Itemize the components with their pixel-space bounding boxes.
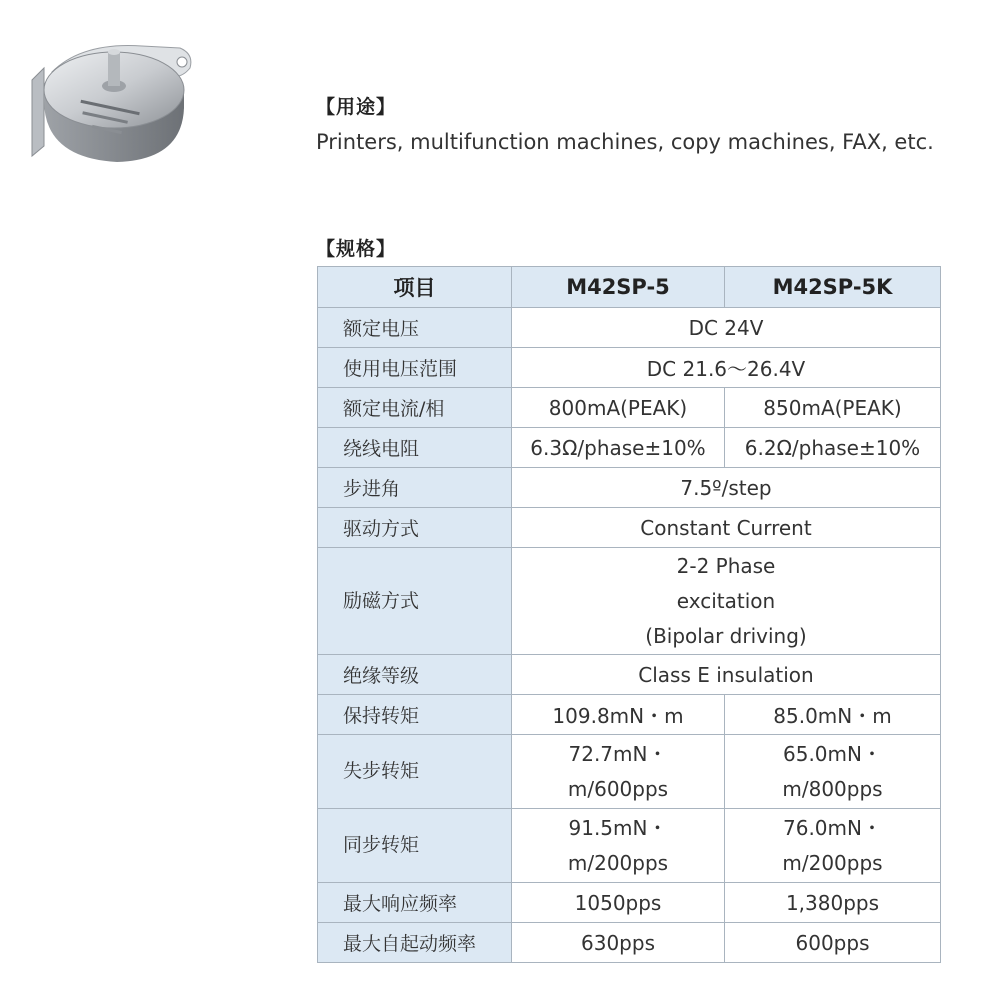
table-row	[318, 655, 941, 695]
header-model-a: M42SP-5	[512, 267, 725, 308]
row-label: 失步转矩	[318, 735, 512, 809]
row-value-a: 630pps	[512, 923, 725, 963]
table-row	[318, 548, 941, 655]
row-value-b	[725, 735, 941, 809]
row-label: 额定电压	[318, 308, 512, 348]
row-value-b: 850mA(PEAK)	[725, 388, 941, 428]
row-value-a: 6.3Ω/phase±10%	[512, 428, 725, 468]
row-value	[512, 548, 941, 655]
table-row	[318, 428, 941, 468]
row-value: DC 24V	[512, 308, 941, 348]
row-label: 绕线电阻	[318, 428, 512, 468]
row-value-b: 600pps	[725, 923, 941, 963]
row-value-a	[512, 735, 725, 809]
row-value: DC 21.6～26.4V	[512, 348, 941, 388]
value-line: 91.5mN・	[568, 815, 668, 840]
value-line: m/800pps	[782, 776, 883, 801]
row-label: 步进角	[318, 468, 512, 508]
value-line: 72.7mN・	[568, 741, 668, 766]
row-value: Constant Current	[512, 508, 941, 548]
value-line: 65.0mN・	[783, 741, 882, 766]
value-line: excitation	[676, 588, 776, 613]
table-row	[318, 508, 941, 548]
row-value-a: 1050pps	[512, 883, 725, 923]
row-value-a	[512, 809, 725, 883]
row-value-b: 85.0mN・m	[725, 695, 941, 735]
row-label: 使用电压范围	[318, 348, 512, 388]
row-value-b: 6.2Ω/phase±10%	[725, 428, 941, 468]
usage-text: Printers, multifunction machines, copy machines, FAX, etc.	[316, 130, 934, 154]
spec-header-row	[318, 267, 941, 308]
table-row	[318, 809, 941, 883]
value-line: m/200pps	[567, 850, 669, 875]
header-model-b: M42SP-5K	[725, 267, 941, 308]
value-line: 76.0mN・	[783, 815, 882, 840]
value-line: m/600pps	[567, 776, 669, 801]
row-label: 额定电流/相	[318, 388, 512, 428]
usage-title: 【用途】	[316, 96, 397, 118]
row-value-a: 109.8mN・m	[512, 695, 725, 735]
row-label: 驱动方式	[318, 508, 512, 548]
value-line: m/200pps	[782, 850, 883, 875]
row-label: 励磁方式	[318, 548, 512, 655]
spec-table	[317, 266, 941, 963]
row-label: 最大响应频率	[318, 883, 512, 923]
table-row	[318, 923, 941, 963]
table-row	[318, 348, 941, 388]
table-row	[318, 468, 941, 508]
table-row	[318, 308, 941, 348]
row-label: 最大自起动频率	[318, 923, 512, 963]
table-row	[318, 388, 941, 428]
header-item: 项目	[318, 267, 512, 308]
motor-product-image	[22, 28, 200, 178]
row-value: Class E insulation	[512, 655, 941, 695]
value-line: (Bipolar driving)	[645, 623, 807, 648]
row-value: 7.5º/step	[512, 468, 941, 508]
row-label: 绝缘等级	[318, 655, 512, 695]
row-value-b: 1,380pps	[725, 883, 941, 923]
row-value-a: 800mA(PEAK)	[512, 388, 725, 428]
table-row	[318, 883, 941, 923]
row-label: 保持转矩	[318, 695, 512, 735]
specs-title: 【规格】	[316, 238, 397, 260]
row-label: 同步转矩	[318, 809, 512, 883]
table-row	[318, 735, 941, 809]
value-line: 2-2 Phase	[676, 553, 776, 578]
row-value-b	[725, 809, 941, 883]
table-row	[318, 695, 941, 735]
